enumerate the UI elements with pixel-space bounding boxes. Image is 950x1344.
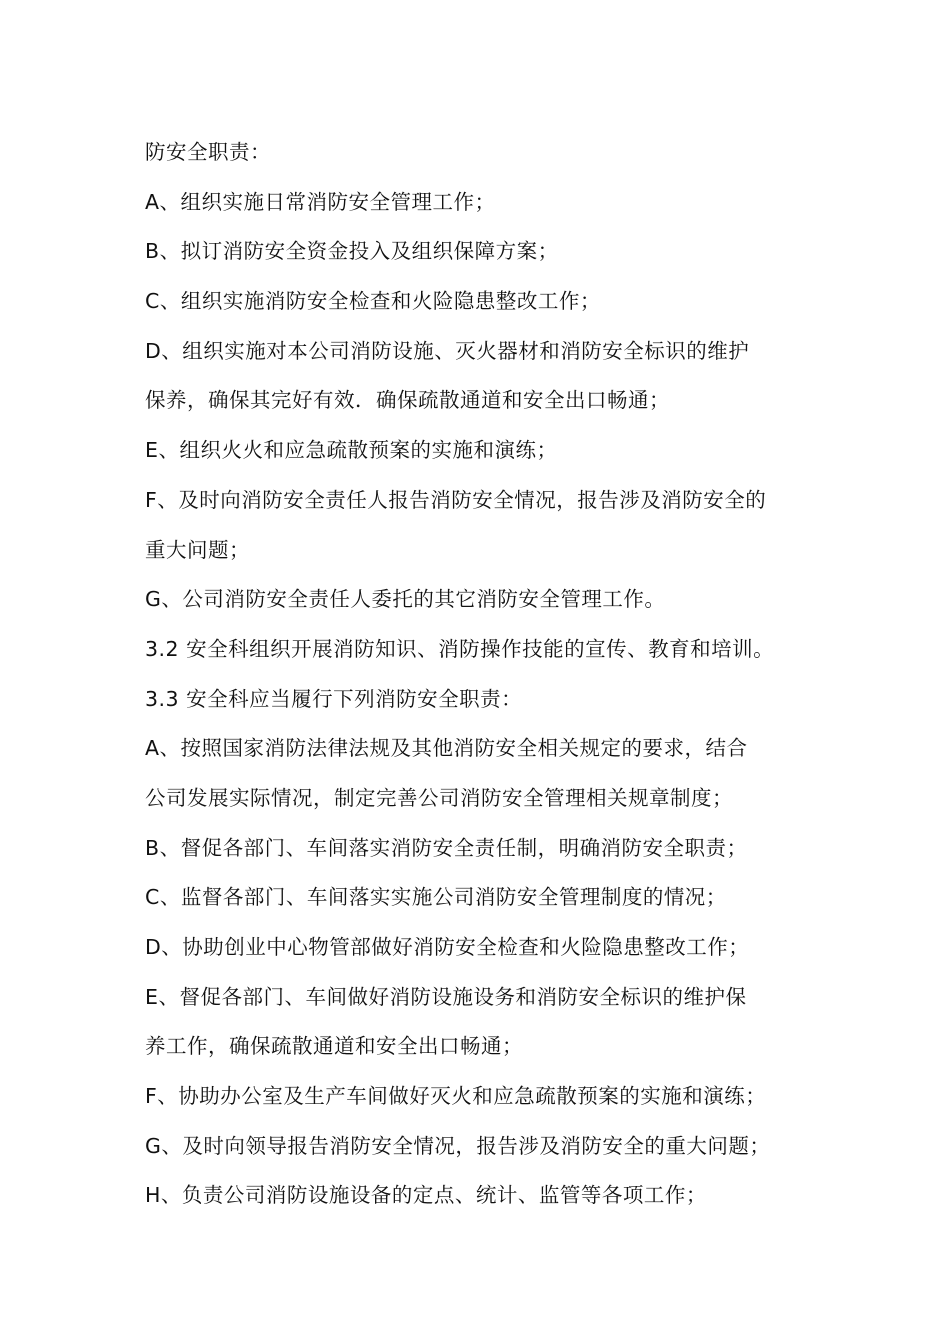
text-line: 保养，确保其完好有效．确保疏散通道和安全出口畅通；: [145, 388, 670, 413]
text-line: 养工作，确保疏散通道和安全出口畅通；: [145, 1034, 523, 1059]
text-line: 3.2 安全科组织开展消防知识、消防操作技能的宣传、教育和培训。: [145, 636, 775, 661]
text-line: F、及时向消防安全责任人报告消防安全情况，报告涉及消防安全的: [145, 487, 767, 512]
text-line: A、组织实施日常消防安全管理工作；: [145, 189, 496, 214]
text-line: H、负责公司消防设施设备的定点、统计、监管等各项工作；: [145, 1183, 707, 1208]
text-line: 公司发展实际情况，制定完善公司消防安全管理相关规章制度；: [145, 785, 733, 810]
text-line: B、拟订消防安全资金投入及组织保障方案；: [145, 239, 559, 264]
text-line: B、督促各部门、车间落实消防安全责任制，明确消防安全职责；: [145, 835, 748, 860]
text-line: 重大问题；: [145, 537, 250, 562]
text-line: A、按照国家消防法律法规及其他消防安全相关规定的要求，结合: [145, 736, 748, 761]
text-line: C、组织实施消防安全检查和火险隐患整改工作；: [145, 289, 601, 314]
text-line: D、协助创业中心物管部做好消防安全检查和火险隐患整改工作；: [145, 935, 750, 959]
text-line: C、监督各部门、车间落实实施公司消防安全管理制度的情况；: [145, 885, 727, 910]
text-line: D、组织实施对本公司消防设施、灭火器材和消防安全标识的维护: [145, 338, 750, 363]
text-line: E、督促各部门、车间做好消防设施设务和消防安全标识的维护保: [145, 984, 747, 1009]
text-line: G、公司消防安全责任人委托的其它消防安全管理工作。: [145, 587, 666, 612]
text-line: G、及时向领导报告消防安全情况，报告涉及消防安全的重大问题；: [145, 1133, 771, 1158]
document-body: [145, 128, 825, 1221]
text-line: 3.3 安全科应当履行下列消防安全职责：: [145, 686, 523, 711]
text-line: 防安全职责：: [145, 140, 271, 164]
text-line: E、组织火火和应急疏散预案的实施和演练；: [145, 438, 558, 463]
text-line: F、协助办公室及生产车间做好灭火和应急疏散预案的实施和演练；: [145, 1084, 767, 1109]
